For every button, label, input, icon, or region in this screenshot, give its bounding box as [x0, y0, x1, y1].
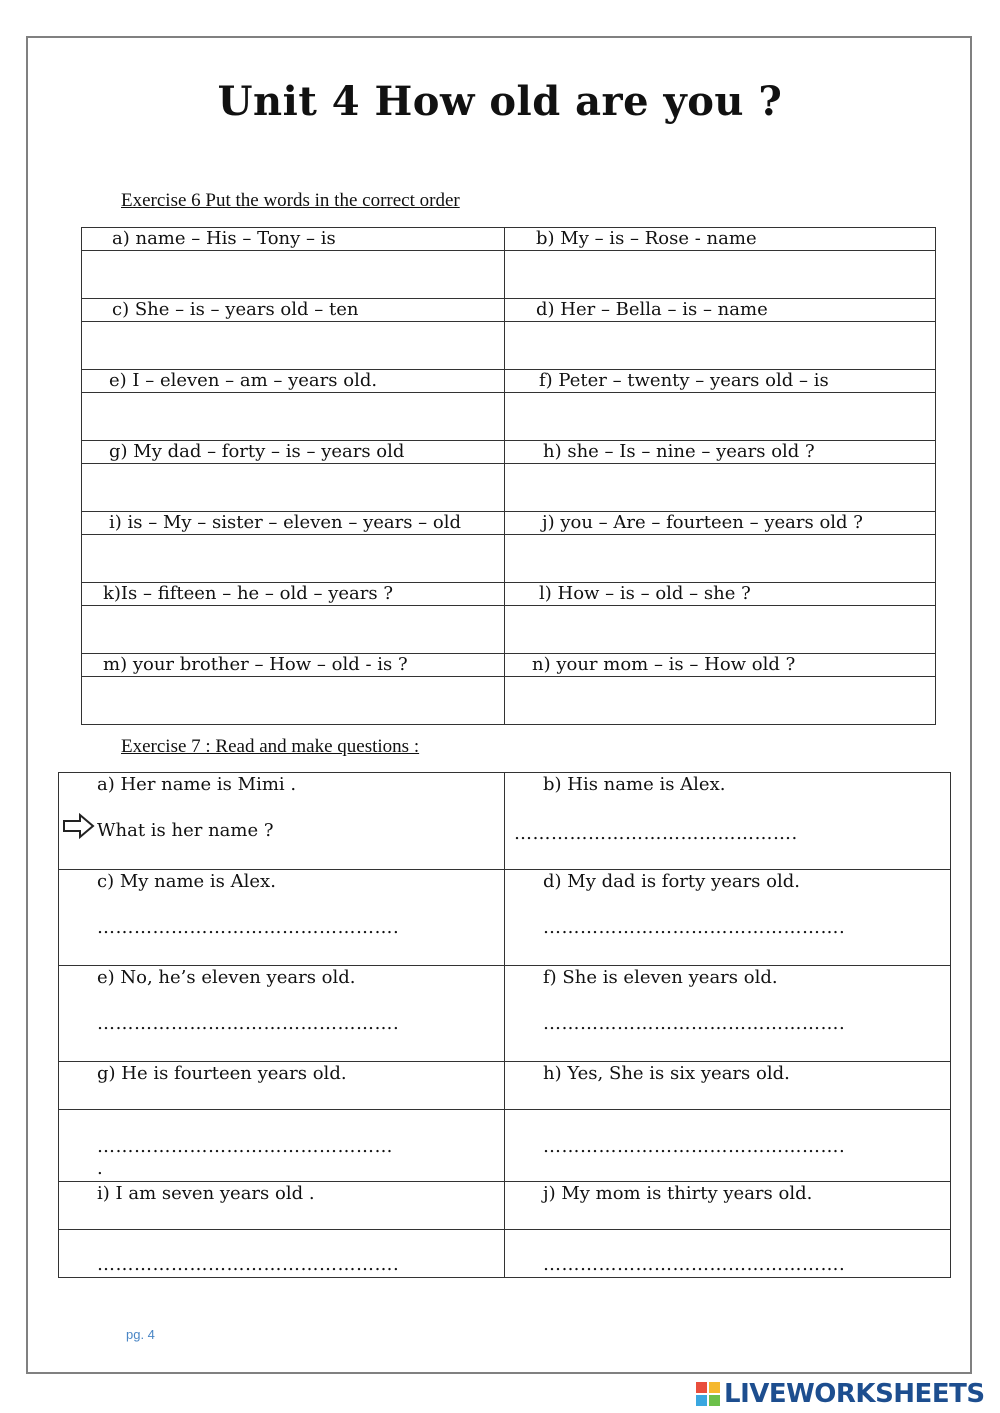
ex6-answer-a[interactable]: [82, 251, 505, 299]
table-row: [59, 1062, 951, 1110]
ex7-prompt-cell-h: [505, 1062, 951, 1110]
exercise6-table: [81, 227, 936, 725]
table-row: [82, 370, 936, 393]
ex7-answer-e[interactable]: ………………………………………….: [97, 1013, 400, 1034]
ex7-cell-d: [505, 870, 951, 966]
ex7-example-answer: What is her name ?: [97, 820, 274, 841]
ex6-prompt-n: n) your mom – is – How old ?: [505, 654, 936, 677]
arrow-right-icon: [62, 813, 96, 839]
ex7-prompt-c: c) My name is Alex.: [97, 871, 276, 892]
page-number: pg. 4: [126, 1327, 155, 1342]
ex6-answer-k[interactable]: [82, 606, 505, 654]
ex7-cell-c: [59, 870, 505, 966]
ex6-answer-b[interactable]: [505, 251, 936, 299]
table-row: [82, 583, 936, 606]
ex7-answer-cell-j: [505, 1230, 951, 1278]
ex7-prompt-cell-g: [59, 1062, 505, 1110]
ex6-answer-e[interactable]: [82, 393, 505, 441]
table-row: [59, 1110, 951, 1182]
ex7-prompt-f: f) She is eleven years old.: [543, 967, 778, 988]
ex7-answer-g[interactable]: …………………………………………: [97, 1136, 393, 1157]
ex6-prompt-l: l) How – is – old – she ?: [505, 583, 936, 606]
ex7-prompt-g: g) He is fourteen years old.: [97, 1063, 347, 1084]
ex7-answer-g-dot: .: [97, 1158, 104, 1179]
ex6-prompt-h: h) she – Is – nine – years old ?: [505, 441, 936, 464]
ex7-prompt-h: h) Yes, She is six years old.: [543, 1063, 790, 1084]
ex7-cell-b: [505, 773, 951, 870]
ex6-answer-n[interactable]: [505, 677, 936, 725]
ex7-cell-e: [59, 966, 505, 1062]
exercise7-heading: Exercise 7 : Read and make questions :: [121, 736, 420, 757]
table-row: [59, 966, 951, 1062]
brand-logo: [696, 1379, 985, 1409]
ex7-answer-f[interactable]: ………………………………………….: [543, 1013, 846, 1034]
ex7-prompt-a: a) Her name is Mimi .: [97, 774, 297, 795]
ex6-prompt-c: c) She – is – years old – ten: [82, 299, 505, 322]
ex6-answer-h[interactable]: [505, 464, 936, 512]
ex6-prompt-k: k)Is – fifteen – he – old – years ?: [82, 583, 505, 606]
ex6-answer-d[interactable]: [505, 322, 936, 370]
ex7-prompt-d: d) My dad is forty years old.: [543, 871, 800, 892]
table-row: [59, 1182, 951, 1230]
exercise7-table: [58, 772, 951, 1278]
ex7-prompt-cell-j: [505, 1182, 951, 1230]
ex7-prompt-i: i) I am seven years old .: [97, 1183, 315, 1204]
ex6-prompt-m: m) your brother – How – old - is ?: [82, 654, 505, 677]
ex7-prompt-j: j) My mom is thirty years old.: [543, 1183, 813, 1204]
ex6-answer-j[interactable]: [505, 535, 936, 583]
table-row: [82, 228, 936, 251]
ex7-answer-b[interactable]: ……………………………………….: [514, 823, 798, 844]
ex6-answer-g[interactable]: [82, 464, 505, 512]
ex7-prompt-e: e) No, he’s eleven years old.: [97, 967, 356, 988]
ex7-answer-j[interactable]: ………………………………………….: [543, 1254, 846, 1275]
ex6-answer-l[interactable]: [505, 606, 936, 654]
table-row: [59, 773, 951, 870]
ex7-cell-a: [59, 773, 505, 870]
ex6-prompt-b: b) My – is – Rose - name: [505, 228, 936, 251]
brand-name: LIVEWORKSHEETS: [724, 1379, 985, 1409]
ex6-answer-m[interactable]: [82, 677, 505, 725]
table-row: [82, 441, 936, 464]
ex6-answer-c[interactable]: [82, 322, 505, 370]
ex6-prompt-e: e) I – eleven – am – years old.: [82, 370, 505, 393]
ex6-prompt-g: g) My dad – forty – is – years old: [82, 441, 505, 464]
ex6-prompt-a: a) name – His – Tony – is: [82, 228, 505, 251]
ex6-answer-f[interactable]: [505, 393, 936, 441]
ex7-answer-h[interactable]: ………………………………………….: [543, 1136, 846, 1157]
brand-mark-icon: [696, 1382, 720, 1406]
ex7-prompt-b: b) His name is Alex.: [543, 774, 726, 795]
ex6-answer-i[interactable]: [82, 535, 505, 583]
ex7-answer-cell-h: [505, 1110, 951, 1182]
table-row: [82, 654, 936, 677]
ex6-prompt-j: j) you – Are – fourteen – years old ?: [505, 512, 936, 535]
ex7-answer-d[interactable]: ………………………………………….: [543, 917, 846, 938]
ex6-prompt-i: i) is – My – sister – eleven – years – old: [82, 512, 505, 535]
table-row: [59, 870, 951, 966]
ex7-answer-c[interactable]: ………………………………………….: [97, 917, 400, 938]
table-row: [59, 1230, 951, 1278]
ex6-prompt-f: f) Peter – twenty – years old – is: [505, 370, 936, 393]
ex7-answer-i[interactable]: ………………………………………….: [97, 1254, 400, 1275]
page-title: Unit 4 How old are you ?: [217, 78, 783, 125]
ex7-answer-cell-i: [59, 1230, 505, 1278]
ex6-prompt-d: d) Her – Bella – is – name: [505, 299, 936, 322]
table-row: [82, 299, 936, 322]
exercise6-heading: Exercise 6 Put the words in the correct order: [121, 190, 460, 211]
ex7-cell-f: [505, 966, 951, 1062]
table-row: [82, 512, 936, 535]
ex7-prompt-cell-i: [59, 1182, 505, 1230]
ex7-answer-cell-g: [59, 1110, 505, 1182]
